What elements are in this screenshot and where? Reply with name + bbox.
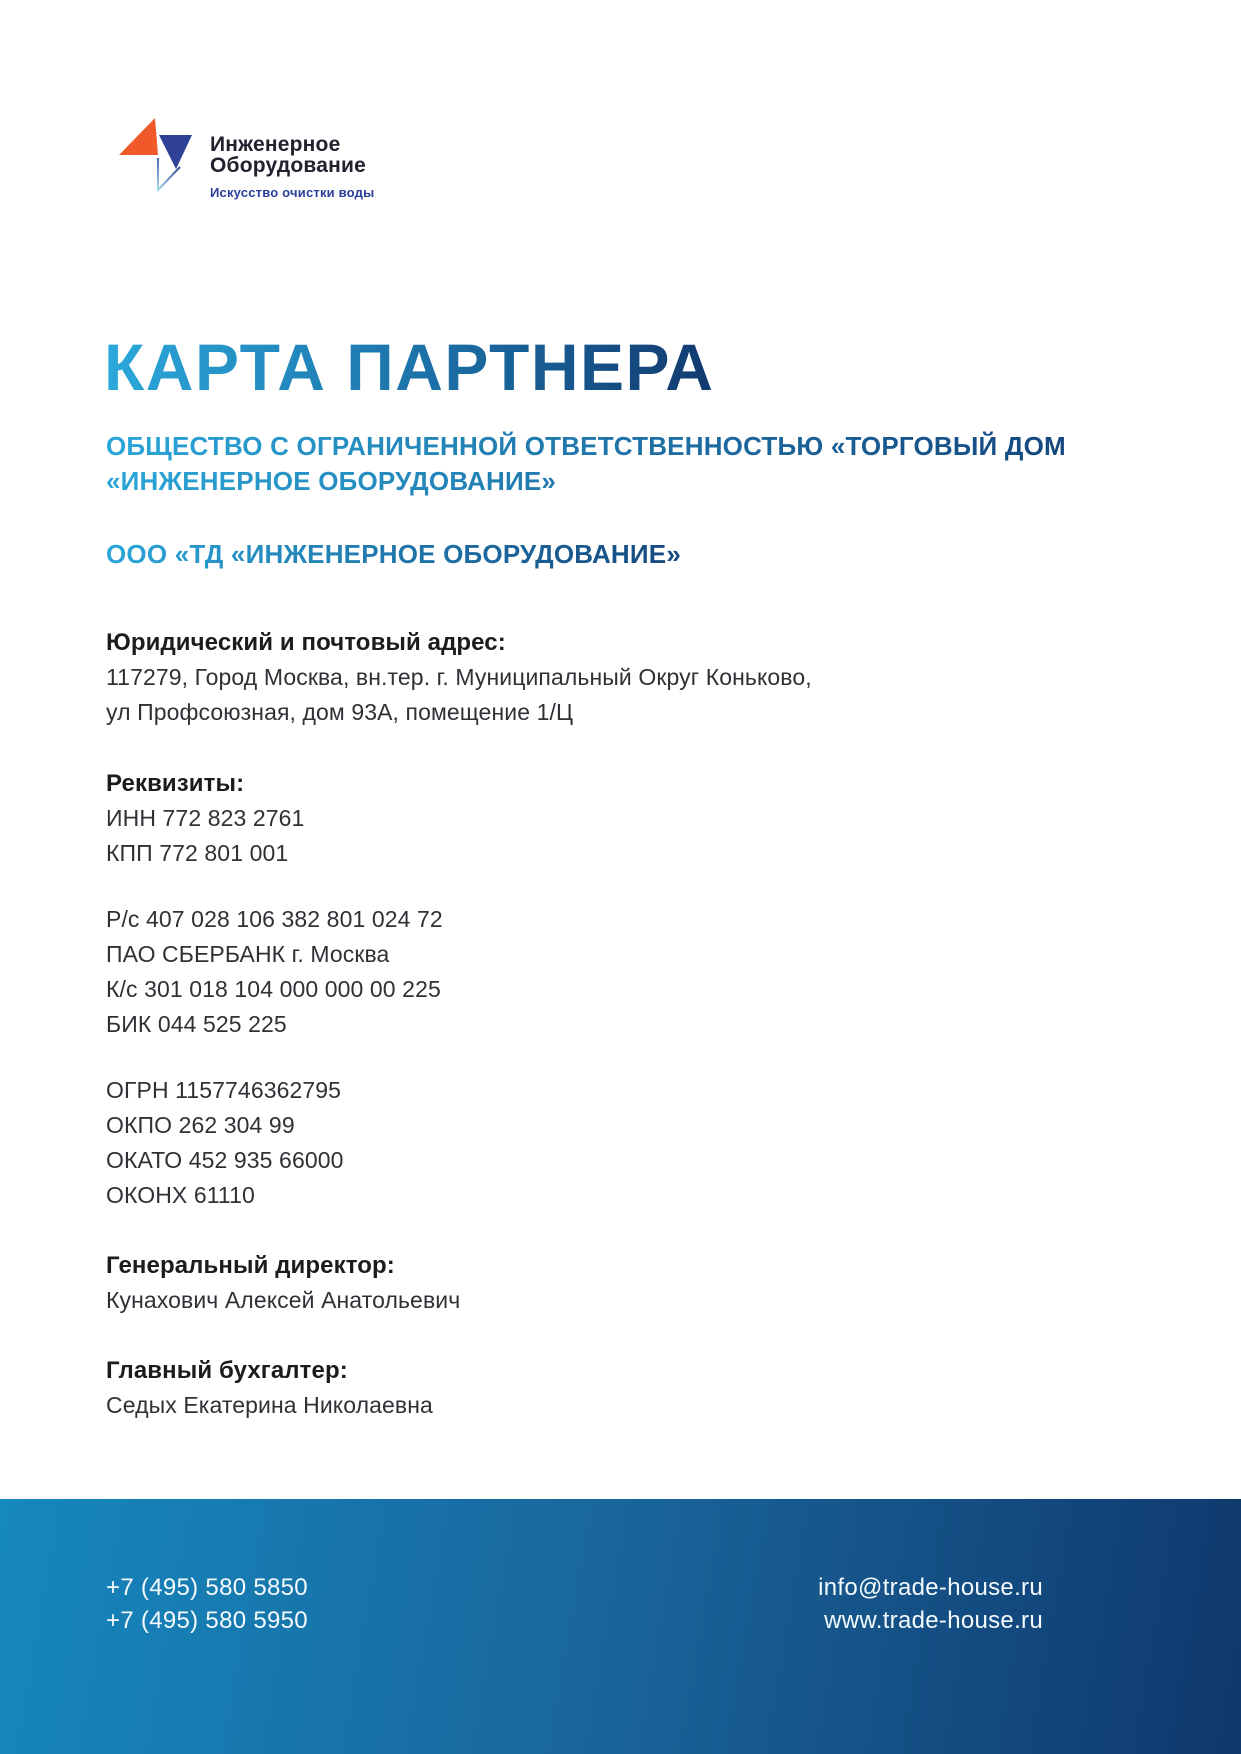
okonh-value: ОКОНХ 61110 <box>106 1182 255 1208</box>
company-logo-icon <box>110 96 194 196</box>
brand-name-line1: Инженерное <box>210 133 341 156</box>
okpo-value: ОКПО 262 304 99 <box>106 1112 295 1138</box>
bank-section <box>106 902 443 1042</box>
page-title: КАРТА ПАРТНЕРА <box>104 330 715 404</box>
address-section <box>106 625 812 730</box>
phone-number-2: +7 (495) 580 5950 <box>106 1607 308 1634</box>
inn-value: ИНН 772 823 2761 <box>106 805 305 831</box>
address-line1: 117279, Город Москва, вн.тер. г. Муниципальный Округ Коньково, <box>106 664 812 690</box>
director-name: Кунахович Алексей Анатольевич <box>106 1287 461 1313</box>
requisites-section <box>106 766 304 871</box>
address-label: Юридический и почтовый адрес: <box>106 629 506 656</box>
phone-number-1: +7 (495) 580 5850 <box>106 1574 308 1601</box>
settlement-account: Р/с 407 028 106 382 801 024 72 <box>106 906 443 932</box>
accountant-name: Седых Екатерина Николаевна <box>106 1392 433 1418</box>
accountant-section <box>106 1353 433 1423</box>
accountant-label: Главный бухгалтер: <box>106 1357 348 1384</box>
director-label: Генеральный директор: <box>106 1252 395 1279</box>
email-address: info@trade-house.ru <box>818 1574 1043 1601</box>
codes-section <box>106 1073 344 1213</box>
company-full-name <box>106 429 1066 499</box>
okato-value: ОКАТО 452 935 66000 <box>106 1147 344 1173</box>
website-url: www.trade-house.ru <box>824 1607 1043 1634</box>
address-line2: ул Профсоюзная, дом 93А, помещение 1/Ц <box>106 699 574 725</box>
footer-band <box>0 1499 1241 1754</box>
bank-name: ПАО СБЕРБАНК г. Москва <box>106 941 390 967</box>
company-short-name: ООО «ТД «ИНЖЕНЕРНОЕ ОБОРУДОВАНИЕ» <box>106 537 681 572</box>
company-full-name-line2: «ИНЖЕНЕРНОЕ ОБОРУДОВАНИЕ» <box>106 466 557 496</box>
logo-text-block <box>210 134 374 200</box>
footer-web-contacts <box>818 1571 1043 1637</box>
kpp-value: КПП 772 801 001 <box>106 840 289 866</box>
footer-phones <box>106 1571 308 1637</box>
bik-value: БИК 044 525 225 <box>106 1011 287 1037</box>
brand-name-line2: Оборудование <box>210 154 366 177</box>
company-full-name-line1: ОБЩЕСТВО С ОГРАНИЧЕННОЙ ОТВЕТСТВЕННОСТЬЮ «ТОРГОВЫЙ ДОМ <box>106 431 1066 461</box>
director-section <box>106 1248 460 1318</box>
brand-tagline: Искусство очистки воды <box>210 185 375 200</box>
ogrn-value: ОГРН 1157746362795 <box>106 1077 342 1103</box>
corr-account: К/с 301 018 104 000 000 00 225 <box>106 976 441 1002</box>
requisites-label: Реквизиты: <box>106 770 245 797</box>
